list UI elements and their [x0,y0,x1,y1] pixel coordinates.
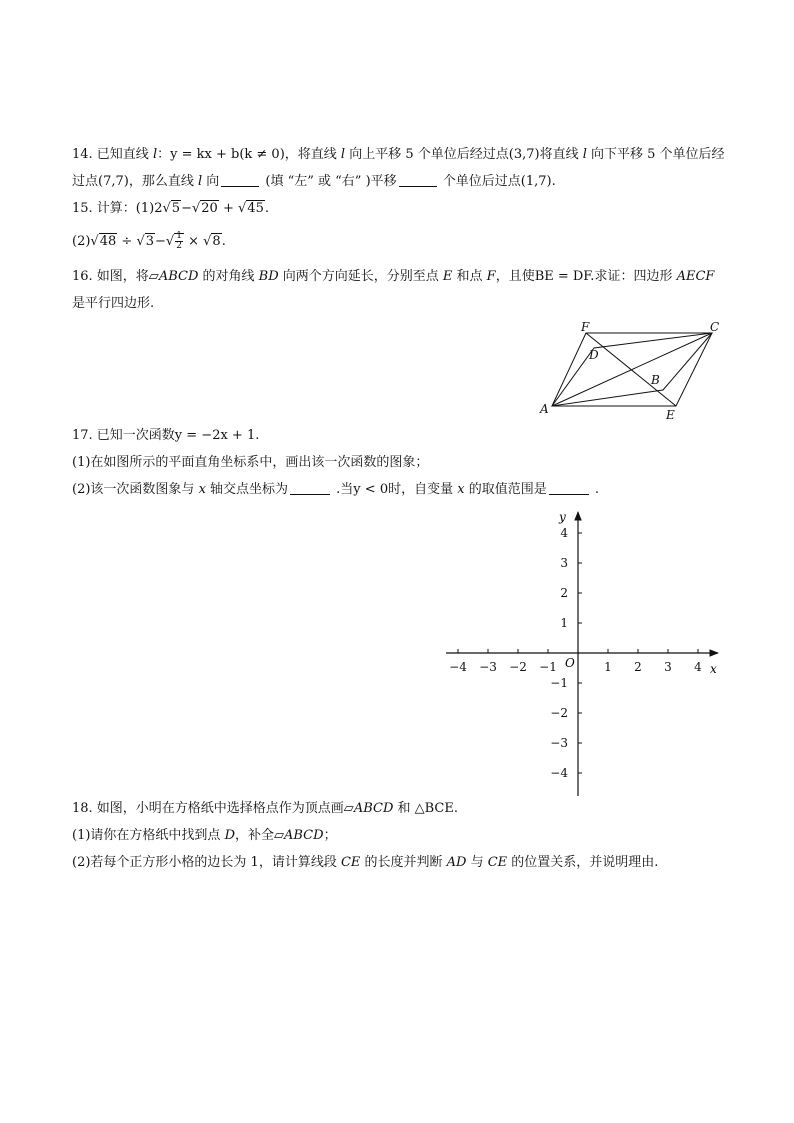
y-tick-label: 3 [560,556,568,570]
q16-line2: 是平行四边形. [72,296,155,311]
y-tick-label: 2 [560,586,568,600]
q17-line1: 17. 已知一次函数y = −2x + 1. [72,428,260,443]
q16-line1: 16. 如图，将▱ABCD 的对角线 BD 向两个方向延长，分别至点 E 和点 F，且使BE = DF.求证：四边形 AECF [72,269,715,284]
sqrt-20: √20 [191,201,218,216]
label-E: E [666,408,675,422]
origin-label: O [565,656,575,670]
y-tick-label: −2 [550,706,568,720]
answer-blank[interactable] [221,173,259,187]
q15-line1: 15. 计算：(1)2√5−√20 + √45. [72,201,269,216]
y-tick-label: −3 [550,736,568,750]
y-tick-label: 1 [560,616,568,630]
label-C: C [710,320,720,334]
y-axis-label: y [559,510,566,524]
x-tick-label: 3 [664,660,672,674]
sqrt-half: √ $\frac{1}{2}$ [165,231,182,251]
q15-line2: (2)√48 ÷ √3−√ $\frac{1}{2}$ × √8. [72,230,226,254]
q18-line3: (2)若每个正方形小格的边长为 1，请计算线段 CE 的长度并判断 AD 与 CE 的位置关系，并说明理由. [72,855,659,870]
y-tick-label: 4 [560,526,568,540]
x-tick-label: −4 [449,660,467,674]
sqrt-8: √8 [203,234,221,249]
y-tick-label: −4 [550,766,568,780]
q18-line2: (1)请你在方格纸中找到点 D，补全▱ABCD； [72,828,337,843]
fraction-half: $\frac{1}{2}$ [176,231,182,251]
q17-line2: (1)在如图所示的平面直角坐标系中，画出该一次函数的图象； [72,455,429,470]
x-tick-label: −1 [539,660,557,674]
label-B: B [651,373,660,387]
label-F: F [581,320,590,334]
label-A: A [540,402,549,416]
sqrt-3: √3 [136,234,155,249]
sqrt-48: √48 [90,234,117,249]
q17-line3: (2)该一次函数图象与 x 轴交点坐标为 .当y < 0时，自变量 x 的取值范围是 . [72,482,599,497]
x-tick-label: −2 [509,660,527,674]
x-tick-label: 2 [634,660,642,674]
answer-blank[interactable] [290,481,330,495]
sqrt-5: √5 [162,201,181,216]
coordinate-system [438,506,728,798]
answer-blank[interactable] [399,173,437,187]
answer-blank[interactable] [549,481,589,495]
q14-line2: 过点(7,7)，那么直线 l 向 (填 “左” 或 “右” )平移 个单位后过点(1,7). [72,174,556,189]
x-tick-label: 4 [694,660,702,674]
q18-line1: 18. 如图，小明在方格纸中选择格点作为顶点画▱ABCD 和 △BCE. [72,801,459,816]
var-l: l [152,147,158,162]
label-D: D [589,348,599,362]
parallelogram-figure [530,318,730,426]
x-axis-label: x [710,662,717,676]
y-tick-label: −1 [550,676,568,690]
x-tick-label: 1 [604,660,612,674]
q14-line1: 14. 已知直线 l：y = kx + b(k ≠ 0)，将直线 l 向上平移 5 个单位后经过点(3,7)将直线 l 向下平移 5 个单位后经 [72,147,725,162]
x-tick-label: −3 [479,660,497,674]
sqrt-45: √45 [238,201,264,216]
